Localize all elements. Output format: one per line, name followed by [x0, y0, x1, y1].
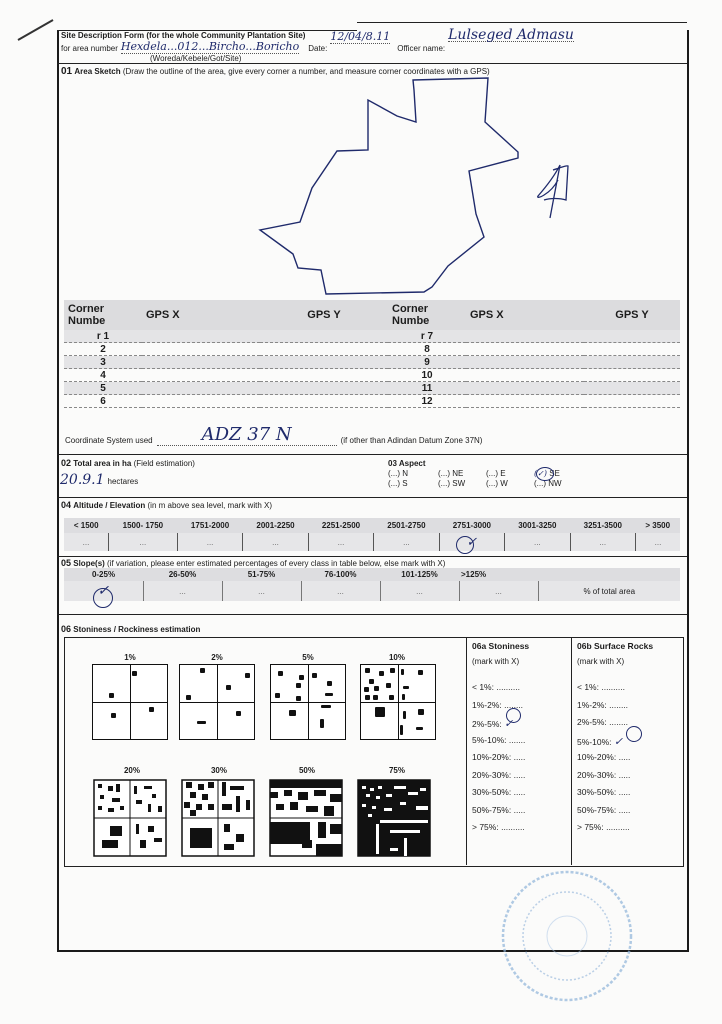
gps-x-cell[interactable]	[466, 343, 584, 356]
slope-cell[interactable]: ...	[459, 581, 538, 601]
area-number-label: for area number	[61, 44, 118, 53]
corner-number: 11	[388, 382, 466, 395]
section04-subtitle: (in m above sea level, mark with X)	[147, 501, 272, 510]
aspect-option-sw[interactable]: (...) SW	[438, 479, 466, 488]
slope-cell[interactable]: ...	[380, 581, 459, 601]
corner-number: 8	[388, 343, 466, 356]
altitude-selected-circle	[456, 536, 474, 554]
divider	[57, 497, 687, 498]
header-divider	[57, 63, 687, 64]
altitude-cell[interactable]: ...	[64, 533, 108, 551]
stoniness-pattern-30pct	[182, 780, 254, 856]
surface-rocks-option[interactable]: > 75%: ..........	[577, 822, 630, 832]
corner-number: 3	[64, 356, 142, 369]
corner-number: 6	[64, 395, 142, 408]
altitude-cell[interactable]: ...	[636, 533, 681, 551]
surface-rocks-option[interactable]: 20%-30%: .....	[577, 769, 631, 780]
gps-y-cell[interactable]	[584, 356, 680, 369]
surface-rocks-subtitle: (mark with X)	[577, 657, 625, 666]
table-row	[64, 330, 680, 343]
col-gps-x-2: GPS X	[466, 300, 584, 330]
divider	[57, 556, 687, 557]
gps-x-cell[interactable]	[466, 395, 584, 408]
coordinate-system-label: Coordinate System used	[65, 436, 153, 445]
pattern-label-10: 10%	[388, 653, 405, 662]
stoniness-option[interactable]: 20%-30%: .....	[472, 769, 526, 780]
gps-x-cell[interactable]	[142, 369, 260, 382]
stoniness-pattern-5pct	[270, 664, 346, 740]
aspect-option-s[interactable]: (...) S	[388, 479, 408, 488]
total-area-field[interactable]: 20.9.1	[60, 472, 105, 488]
table-row	[64, 382, 680, 395]
slope-cell[interactable]: ...	[222, 581, 301, 601]
section02-heading	[61, 458, 195, 468]
aspect-option-ne[interactable]: (...) NE	[438, 469, 464, 478]
corner-number: 5	[64, 382, 142, 395]
slope-cell-selected[interactable]: ✓	[64, 581, 143, 601]
aspect-option-se[interactable]: (✓) SE	[534, 469, 560, 478]
pen-stroke-mark	[15, 15, 60, 45]
coordinate-system-note: (if other than Adindan Datum Zone 37N)	[340, 436, 483, 445]
slope-range: 76-100%	[301, 568, 380, 581]
officer-name-field[interactable]: Lulseged Admasu	[448, 27, 574, 43]
gps-x-cell[interactable]	[142, 356, 260, 369]
corner-number: 4	[64, 369, 142, 382]
divider	[57, 614, 687, 615]
gps-x-cell[interactable]	[466, 330, 584, 343]
signature-icon	[538, 165, 568, 218]
gps-x-cell[interactable]	[142, 382, 260, 395]
pattern-label-75: 75%	[388, 766, 405, 775]
stoniness-option[interactable]: 30%-50%: .....	[472, 787, 526, 797]
pattern-label-1: 1%	[124, 653, 136, 662]
stoniness-subtitle: (mark with X)	[472, 657, 520, 666]
stoniness-pattern-50pct	[270, 780, 342, 856]
section02-title: Total area in ha	[73, 459, 132, 468]
gps-y-cell[interactable]	[260, 330, 388, 343]
section05-title: Slope(s)	[73, 559, 105, 568]
column-divider	[571, 637, 572, 865]
gps-y-cell[interactable]	[260, 395, 388, 408]
surface-rocks-option[interactable]: 10%-20%: .....	[577, 752, 631, 762]
altitude-range: 3251-3500	[570, 518, 635, 533]
slope-selected-circle	[93, 588, 113, 608]
gps-coordinates-table	[64, 300, 680, 408]
slope-range: 26-50%	[143, 568, 222, 581]
table-row	[64, 369, 680, 382]
gps-y-cell[interactable]	[584, 343, 680, 356]
table-row	[64, 343, 680, 356]
section04-heading	[61, 500, 272, 510]
gps-y-cell[interactable]	[260, 382, 388, 395]
gps-x-cell[interactable]	[466, 382, 584, 395]
col-corner-number: Corner Numbe	[64, 300, 142, 330]
stoniness-option[interactable]: 10%-20%: .....	[472, 752, 526, 762]
total-area-row	[60, 472, 138, 488]
stoniness-option[interactable]: > 75%: ..........	[472, 822, 525, 832]
aspect-option-nw[interactable]: (...) NW	[534, 479, 562, 488]
aspect-option-e[interactable]: (...) E	[486, 469, 506, 478]
altitude-cell[interactable]: ...	[374, 533, 439, 551]
column-divider	[466, 637, 467, 865]
date-field[interactable]: 12/04/8.11	[330, 30, 391, 43]
gps-y-cell[interactable]	[584, 369, 680, 382]
section05-subtitle: (if variation, please enter estimated percentages of every class in table below, else mark with X)	[107, 559, 446, 568]
corner-number: 12	[388, 395, 466, 408]
corner-number: r 1	[64, 330, 142, 343]
top-rule-right	[357, 22, 687, 23]
surface-rocks-option-selected[interactable]: 5%-10%: ✓	[577, 734, 624, 748]
altitude-cell[interactable]: ...	[308, 533, 373, 551]
slope-total-label: % of total area	[538, 581, 680, 601]
col-gps-y-2: GPS Y	[584, 300, 680, 330]
slope-range: >125%	[459, 568, 538, 581]
col-gps-x: GPS X	[142, 300, 260, 330]
corner-number: 2	[64, 343, 142, 356]
surface-rocks-option[interactable]: < 1%: ..........	[577, 682, 625, 692]
stoniness-title: 06a Stoniness	[472, 641, 530, 651]
stoniness-pattern-10pct	[360, 664, 436, 740]
section03-number: 03	[388, 459, 397, 468]
altitude-cell-selected[interactable]: ✓	[439, 533, 504, 551]
area-sketch-canvas[interactable]	[250, 70, 590, 300]
gps-y-cell[interactable]	[260, 356, 388, 369]
stoniness-list	[472, 641, 567, 840]
corner-number: 10	[388, 369, 466, 382]
surface-rocks-option[interactable]: 50%-75%: .....	[577, 804, 631, 815]
section06-heading	[61, 624, 200, 634]
official-stamp-icon	[492, 868, 642, 1008]
altitude-table	[64, 518, 680, 551]
altitude-range: 1751-2000	[177, 518, 242, 533]
section05-heading	[61, 558, 445, 568]
pattern-label-5: 5%	[302, 653, 314, 662]
coordinate-system-field[interactable]: ADZ 37 N	[157, 424, 337, 446]
gps-y-cell[interactable]	[584, 395, 680, 408]
altitude-range: 2501-2750	[374, 518, 439, 533]
se-selected-circle	[536, 467, 554, 481]
gps-x-cell[interactable]	[142, 343, 260, 356]
table-row	[64, 395, 680, 408]
altitude-cell[interactable]: ...	[505, 533, 570, 551]
gps-x-cell[interactable]	[142, 330, 260, 343]
section01-number: 01	[61, 66, 73, 77]
altitude-range: 2001-2250	[243, 518, 308, 533]
stoniness-pattern-75pct	[358, 780, 430, 856]
officer-label: Officer name:	[397, 44, 446, 53]
corner-number: r 7	[388, 330, 466, 343]
stoniness-pattern-1pct	[92, 664, 168, 740]
area-outline-polygon	[260, 78, 518, 294]
stoniness-option-selected[interactable]: 2%-5%: ✓	[472, 717, 514, 730]
pattern-label-30: 30%	[210, 766, 227, 775]
corner-number: 9	[388, 356, 466, 369]
col-corner-number-2: Corner Numbe	[388, 300, 466, 330]
altitude-range: 3001-3250	[505, 518, 570, 533]
stoniness-pattern-2pct	[179, 664, 255, 740]
altitude-range: < 1500	[64, 518, 108, 533]
area-number-hint: (Woreda/Kebele/Got/Site)	[150, 54, 242, 63]
stoniness-pattern-20pct	[94, 780, 166, 856]
gps-y-cell[interactable]	[260, 369, 388, 382]
aspect-option-w[interactable]: (...) W	[486, 479, 508, 488]
area-number-field[interactable]: Hexdela...012...Bircho...Boricho	[120, 40, 300, 53]
section02-number: 02	[61, 458, 72, 468]
altitude-range: 2751-3000	[439, 518, 504, 533]
gps-x-cell[interactable]	[142, 395, 260, 408]
altitude-cell[interactable]: ...	[570, 533, 635, 551]
col-gps-y: GPS Y	[260, 300, 388, 330]
surface-rocks-selected-circle	[626, 726, 642, 742]
section06-number: 06	[61, 624, 72, 634]
altitude-cell[interactable]: ...	[177, 533, 242, 551]
gps-y-cell[interactable]	[584, 330, 680, 343]
stoniness-selected-circle	[506, 708, 521, 723]
section01-instructions: (Draw the outline of the area, give every corner a number, and measure corner coordinates with a GPS)	[122, 67, 490, 76]
section04-number: 04	[61, 500, 72, 510]
stoniness-option[interactable]: 1%-2%: ........	[472, 699, 524, 710]
divider	[57, 454, 687, 455]
gps-y-cell[interactable]	[584, 382, 680, 395]
section02-subtitle: (Field estimation)	[133, 459, 195, 468]
gps-x-cell[interactable]	[466, 369, 584, 382]
slope-range: 0-25%	[64, 568, 143, 581]
slope-table	[64, 568, 680, 601]
gps-y-cell[interactable]	[260, 343, 388, 356]
gps-x-cell[interactable]	[466, 356, 584, 369]
surface-rocks-option[interactable]: 30%-50%: .....	[577, 787, 631, 797]
coordinate-system-row	[65, 422, 680, 446]
section05-number: 05	[61, 558, 72, 568]
stoniness-option[interactable]: < 1%: ..........	[472, 682, 520, 692]
slope-range: 51-75%	[222, 568, 301, 581]
section03-title: Aspect	[398, 459, 426, 468]
surface-rocks-option[interactable]: 1%-2%: ........	[577, 699, 629, 710]
surface-rocks-option[interactable]: 2%-5%: ........	[577, 717, 629, 727]
section06-title: Stoniness / Rockiness estimation	[73, 625, 201, 634]
altitude-range: 1500- 1750	[108, 518, 177, 533]
surface-rocks-title: 06b Surface Rocks	[577, 641, 654, 651]
altitude-cell[interactable]: ...	[243, 533, 308, 551]
section03-heading	[388, 459, 426, 468]
aspect-option-n[interactable]: (...) N	[388, 469, 409, 478]
pattern-label-20: 20%	[123, 766, 140, 775]
pattern-label-2: 2%	[211, 653, 223, 662]
section01-title: Area Sketch	[74, 67, 121, 76]
altitude-cell[interactable]: ...	[108, 533, 177, 551]
stoniness-patterns-dense	[90, 778, 440, 860]
pattern-label-50: 50%	[298, 766, 315, 775]
slope-cell[interactable]: ...	[301, 581, 380, 601]
form-title: Site Description Form (for the whole Community Plantation Site)	[61, 31, 306, 40]
aspect-options	[388, 469, 588, 488]
slope-cell[interactable]: ...	[143, 581, 222, 601]
section04-title: Altitude / Elevation	[73, 501, 146, 510]
table-row	[64, 356, 680, 369]
slope-range: 101-125%	[380, 568, 459, 581]
stoniness-option[interactable]: 50%-75%: .....	[472, 804, 526, 815]
altitude-range: > 3500	[636, 518, 681, 533]
date-label: Date:	[308, 44, 328, 53]
stoniness-option[interactable]: 5%-10%: .......	[472, 734, 526, 745]
altitude-range: 2251-2500	[308, 518, 373, 533]
total-area-unit: hectares	[107, 477, 139, 486]
